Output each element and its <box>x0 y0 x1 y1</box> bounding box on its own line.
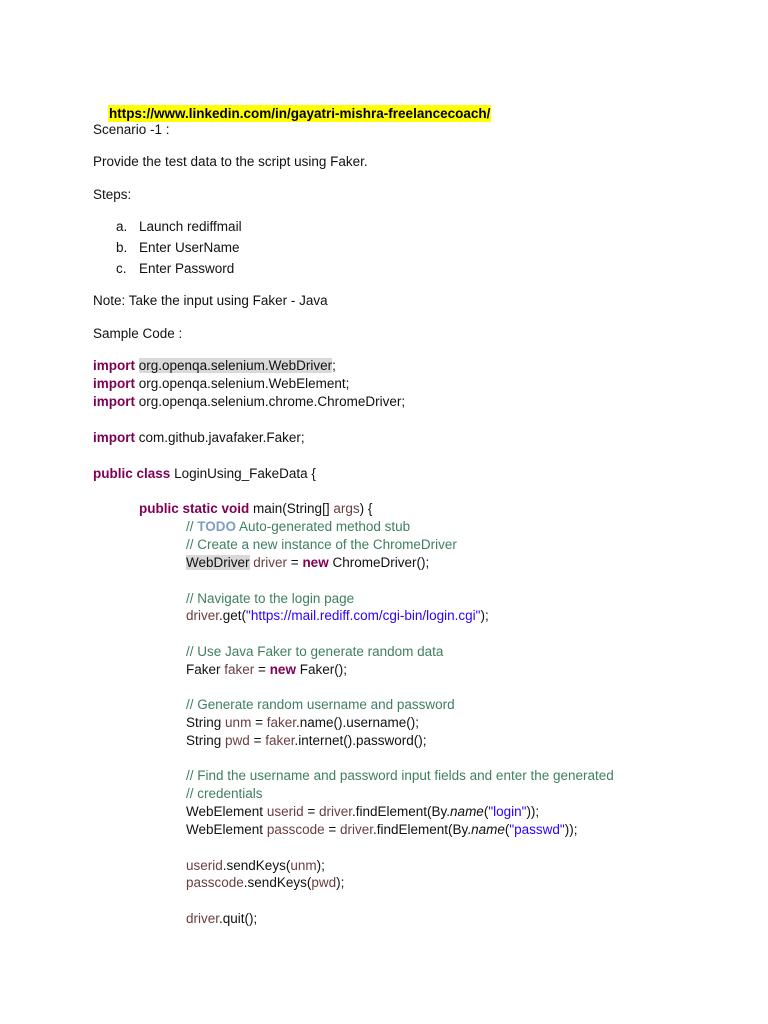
driver-var: driver <box>186 911 220 926</box>
faker-var: faker <box>224 662 255 677</box>
userid-var: userid <box>186 858 223 873</box>
comment-faker: // Use Java Faker to generate random data <box>186 644 444 659</box>
main-modifiers: public static void <box>139 501 250 516</box>
import-faker: com.github.javafaker.Faker; <box>138 430 305 445</box>
passcode-line: WebElement passcode = driver.findElement(By.name("passwd")); <box>186 822 578 837</box>
comment-generate: // Generate random username and password <box>186 697 455 712</box>
note-text: Note: Take the input using Faker - Java <box>93 293 328 308</box>
new-keyword: new <box>302 555 329 570</box>
new-keyword: new <box>269 662 296 677</box>
passcode-sendkeys-line: passcode.sendKeys(pwd); <box>186 875 345 890</box>
faker-type: Faker <box>186 662 221 677</box>
webelement-type: WebElement <box>186 804 264 819</box>
comment-create-driver: // Create a new instance of the ChromeDriver <box>186 537 457 552</box>
linkedin-link[interactable]: https://www.linkedin.com/in/gayatri-mishra-freelancecoach/ <box>109 106 491 121</box>
faker-init-line: Faker faker = new Faker(); <box>186 662 347 677</box>
pwd-line: String pwd = faker.internet().password(); <box>186 733 427 748</box>
import-line-2 <box>93 375 349 393</box>
import-keyword: import <box>93 376 135 391</box>
step-marker: a. <box>116 219 128 234</box>
faker-var: faker <box>265 733 295 748</box>
userid-var: userid <box>266 804 304 819</box>
webdriver-type: WebDriver <box>186 555 250 570</box>
main-arg: args <box>333 501 360 516</box>
name-method: name <box>450 804 484 819</box>
chromedriver-ctor: ChromeDriver(); <box>332 555 430 570</box>
string-type: String <box>186 733 222 748</box>
webelement-type: WebElement <box>186 822 264 837</box>
import-webdriver: org.openqa.selenium.WebDriver <box>138 358 333 373</box>
main-method-line <box>139 500 372 518</box>
import-chromedriver: org.openqa.selenium.chrome.ChromeDriver; <box>138 394 406 409</box>
import-keyword: import <box>93 358 135 373</box>
comment-find-2: // credentials <box>186 786 263 801</box>
public-class-keyword: public class <box>93 466 171 481</box>
passwd-string: "passwd" <box>509 822 565 837</box>
unm-var: unm <box>225 715 252 730</box>
login-url-string: "https://mail.rediff.com/cgi-bin/login.cgi" <box>246 608 481 623</box>
step-item: Launch rediffmail <box>139 219 242 234</box>
scenario-title: Scenario -1 : <box>93 122 170 137</box>
step-marker: b. <box>116 240 128 255</box>
unm-line: String unm = faker.name().username(); <box>186 715 420 730</box>
step-item: Enter UserName <box>139 240 240 255</box>
import-keyword: import <box>93 430 135 445</box>
sample-code-label: Sample Code : <box>93 326 183 341</box>
step-marker: c. <box>116 261 127 276</box>
driver-var: driver <box>186 608 220 623</box>
unm-var: unm <box>290 858 317 873</box>
import-line-4 <box>93 429 305 447</box>
userid-line: WebElement userid = driver.findElement(By.name("login")); <box>186 804 540 819</box>
driver-var: driver <box>318 804 352 819</box>
comment-navigate: // Navigate to the login page <box>186 591 355 606</box>
import-line-3 <box>93 393 405 411</box>
pwd-var: pwd <box>311 875 337 890</box>
name-method: name <box>471 822 505 837</box>
step-item: Enter Password <box>139 261 235 276</box>
faker-var: faker <box>266 715 296 730</box>
faker-ctor: Faker(); <box>299 662 347 677</box>
todo-keyword: TODO <box>197 519 237 534</box>
driver-get-line: driver.get("https://mail.rediff.com/cgi-bin/login.cgi"); <box>186 608 489 623</box>
steps-label: Steps: <box>93 187 132 202</box>
todo-comment: // TODO Auto-generated method stub <box>186 519 411 534</box>
comment-find-1: // Find the username and password input fields and enter the generated <box>186 768 614 783</box>
string-type: String <box>186 715 222 730</box>
driver-var: driver <box>253 555 288 570</box>
driver-init-line: WebDriver driver = new ChromeDriver(); <box>186 555 430 570</box>
import-webelement: org.openqa.selenium.WebElement; <box>138 376 350 391</box>
class-declaration <box>93 465 316 483</box>
login-string: "login" <box>488 804 527 819</box>
userid-sendkeys-line: userid.sendKeys(unm); <box>186 858 325 873</box>
driver-quit-line: driver.quit(); <box>186 911 258 926</box>
import-line-1: import org.openqa.selenium.WebDriver; <box>93 358 336 373</box>
main-end: ) { <box>359 501 373 516</box>
passcode-var: passcode <box>266 822 325 837</box>
passcode-var: passcode <box>186 875 244 890</box>
scenario-description: Provide the test data to the script using Faker. <box>93 154 368 169</box>
pwd-var: pwd <box>225 733 250 748</box>
main-signature: main(String[] <box>253 501 330 516</box>
driver-var: driver <box>340 822 374 837</box>
class-name: LoginUsing_FakeData { <box>174 466 316 481</box>
import-keyword: import <box>93 394 135 409</box>
